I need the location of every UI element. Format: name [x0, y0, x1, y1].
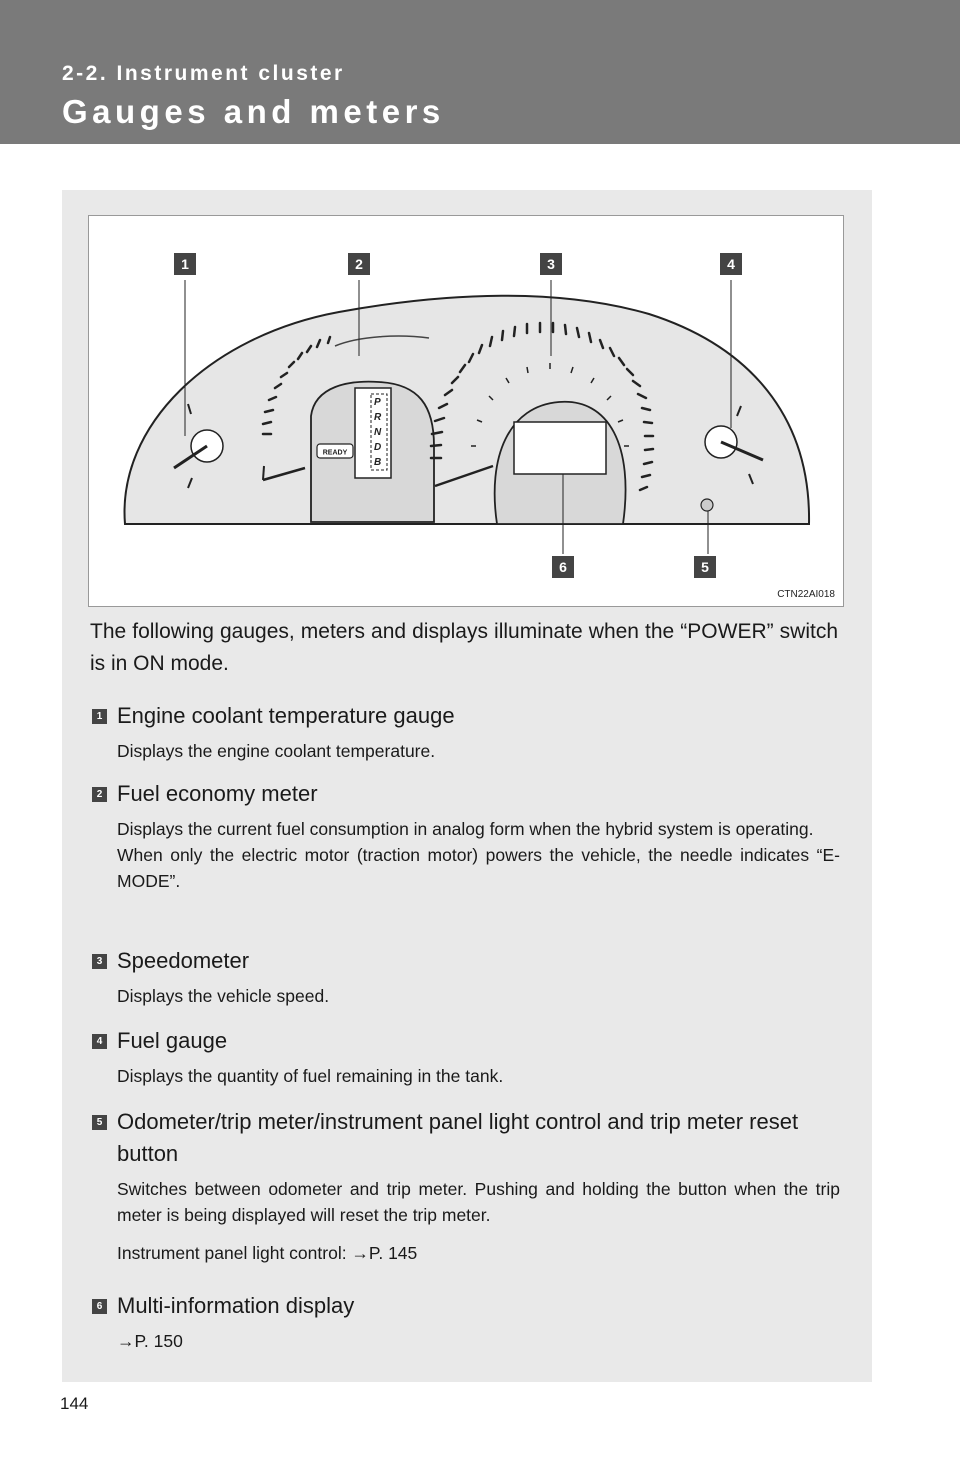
list-item [92, 1290, 840, 1354]
item-number-badge: 6 [92, 1299, 107, 1314]
list-item [92, 778, 840, 894]
item-description: Displays the quantity of fuel remaining in the tank. [117, 1066, 504, 1086]
item-number-badge: 1 [92, 709, 107, 724]
shift-letter: N [374, 427, 382, 438]
list-item [92, 700, 840, 764]
list-item [92, 1106, 840, 1266]
page-number: 144 [60, 1394, 89, 1413]
item-title: Fuel gauge [117, 1028, 228, 1053]
item-number-badge: 3 [92, 954, 107, 969]
page-header [0, 0, 960, 144]
page-title: Gauges and meters [62, 93, 445, 130]
ready-label: READY [322, 449, 348, 457]
callout-2: 2 [348, 253, 370, 275]
figure-code: CTN22AI018 [777, 589, 835, 600]
item-number-badge: 4 [92, 1034, 107, 1049]
item-description: Switches between odometer and trip meter. Pushing and holding the button when the trip meter is being displayed will reset the trip meter. [117, 1179, 840, 1225]
item-title: Multi-information display [117, 1293, 355, 1318]
item-title: Fuel economy meter [117, 781, 318, 806]
list-item [92, 945, 840, 1009]
item-title: Speedometer [117, 948, 250, 973]
item-description: Displays the vehicle speed. [117, 986, 330, 1006]
shift-letter: B [374, 457, 382, 468]
section-label: 2-2. Instrument cluster [62, 62, 345, 85]
item-number-badge: 5 [92, 1115, 107, 1130]
instrument-cluster-illustration [88, 215, 844, 607]
shift-letter: D [374, 442, 382, 453]
callout-4: 4 [720, 253, 742, 275]
item-description-extra: When only the electric motor (traction motor) powers the vehicle, the needle indicates “E-MODE”. [117, 845, 840, 891]
item-description: Displays the engine coolant temperature. [117, 741, 436, 761]
list-item [92, 1025, 840, 1089]
callout-5: 5 [694, 556, 716, 578]
callout-1: 1 [174, 253, 196, 275]
item-description: Displays the current fuel consumption in analog form when the hybrid system is operating. [117, 819, 814, 839]
shift-letter: R [374, 412, 382, 423]
item-number-badge: 2 [92, 787, 107, 802]
shift-letter: P [374, 397, 381, 408]
callout-3: 3 [540, 253, 562, 275]
item-title: Engine coolant temperature gauge [117, 703, 455, 728]
intro-text: The following gauges, meters and displays illuminate when the “POWER” switch is in ON mode. [90, 620, 838, 675]
callout-6: 6 [552, 556, 574, 578]
page-reference: Instrument panel light control: →P. 145 [117, 1243, 418, 1263]
page-reference: →P. 150 [117, 1331, 183, 1351]
item-title: Odometer/trip meter/instrument panel light control and trip meter reset button [117, 1109, 799, 1166]
